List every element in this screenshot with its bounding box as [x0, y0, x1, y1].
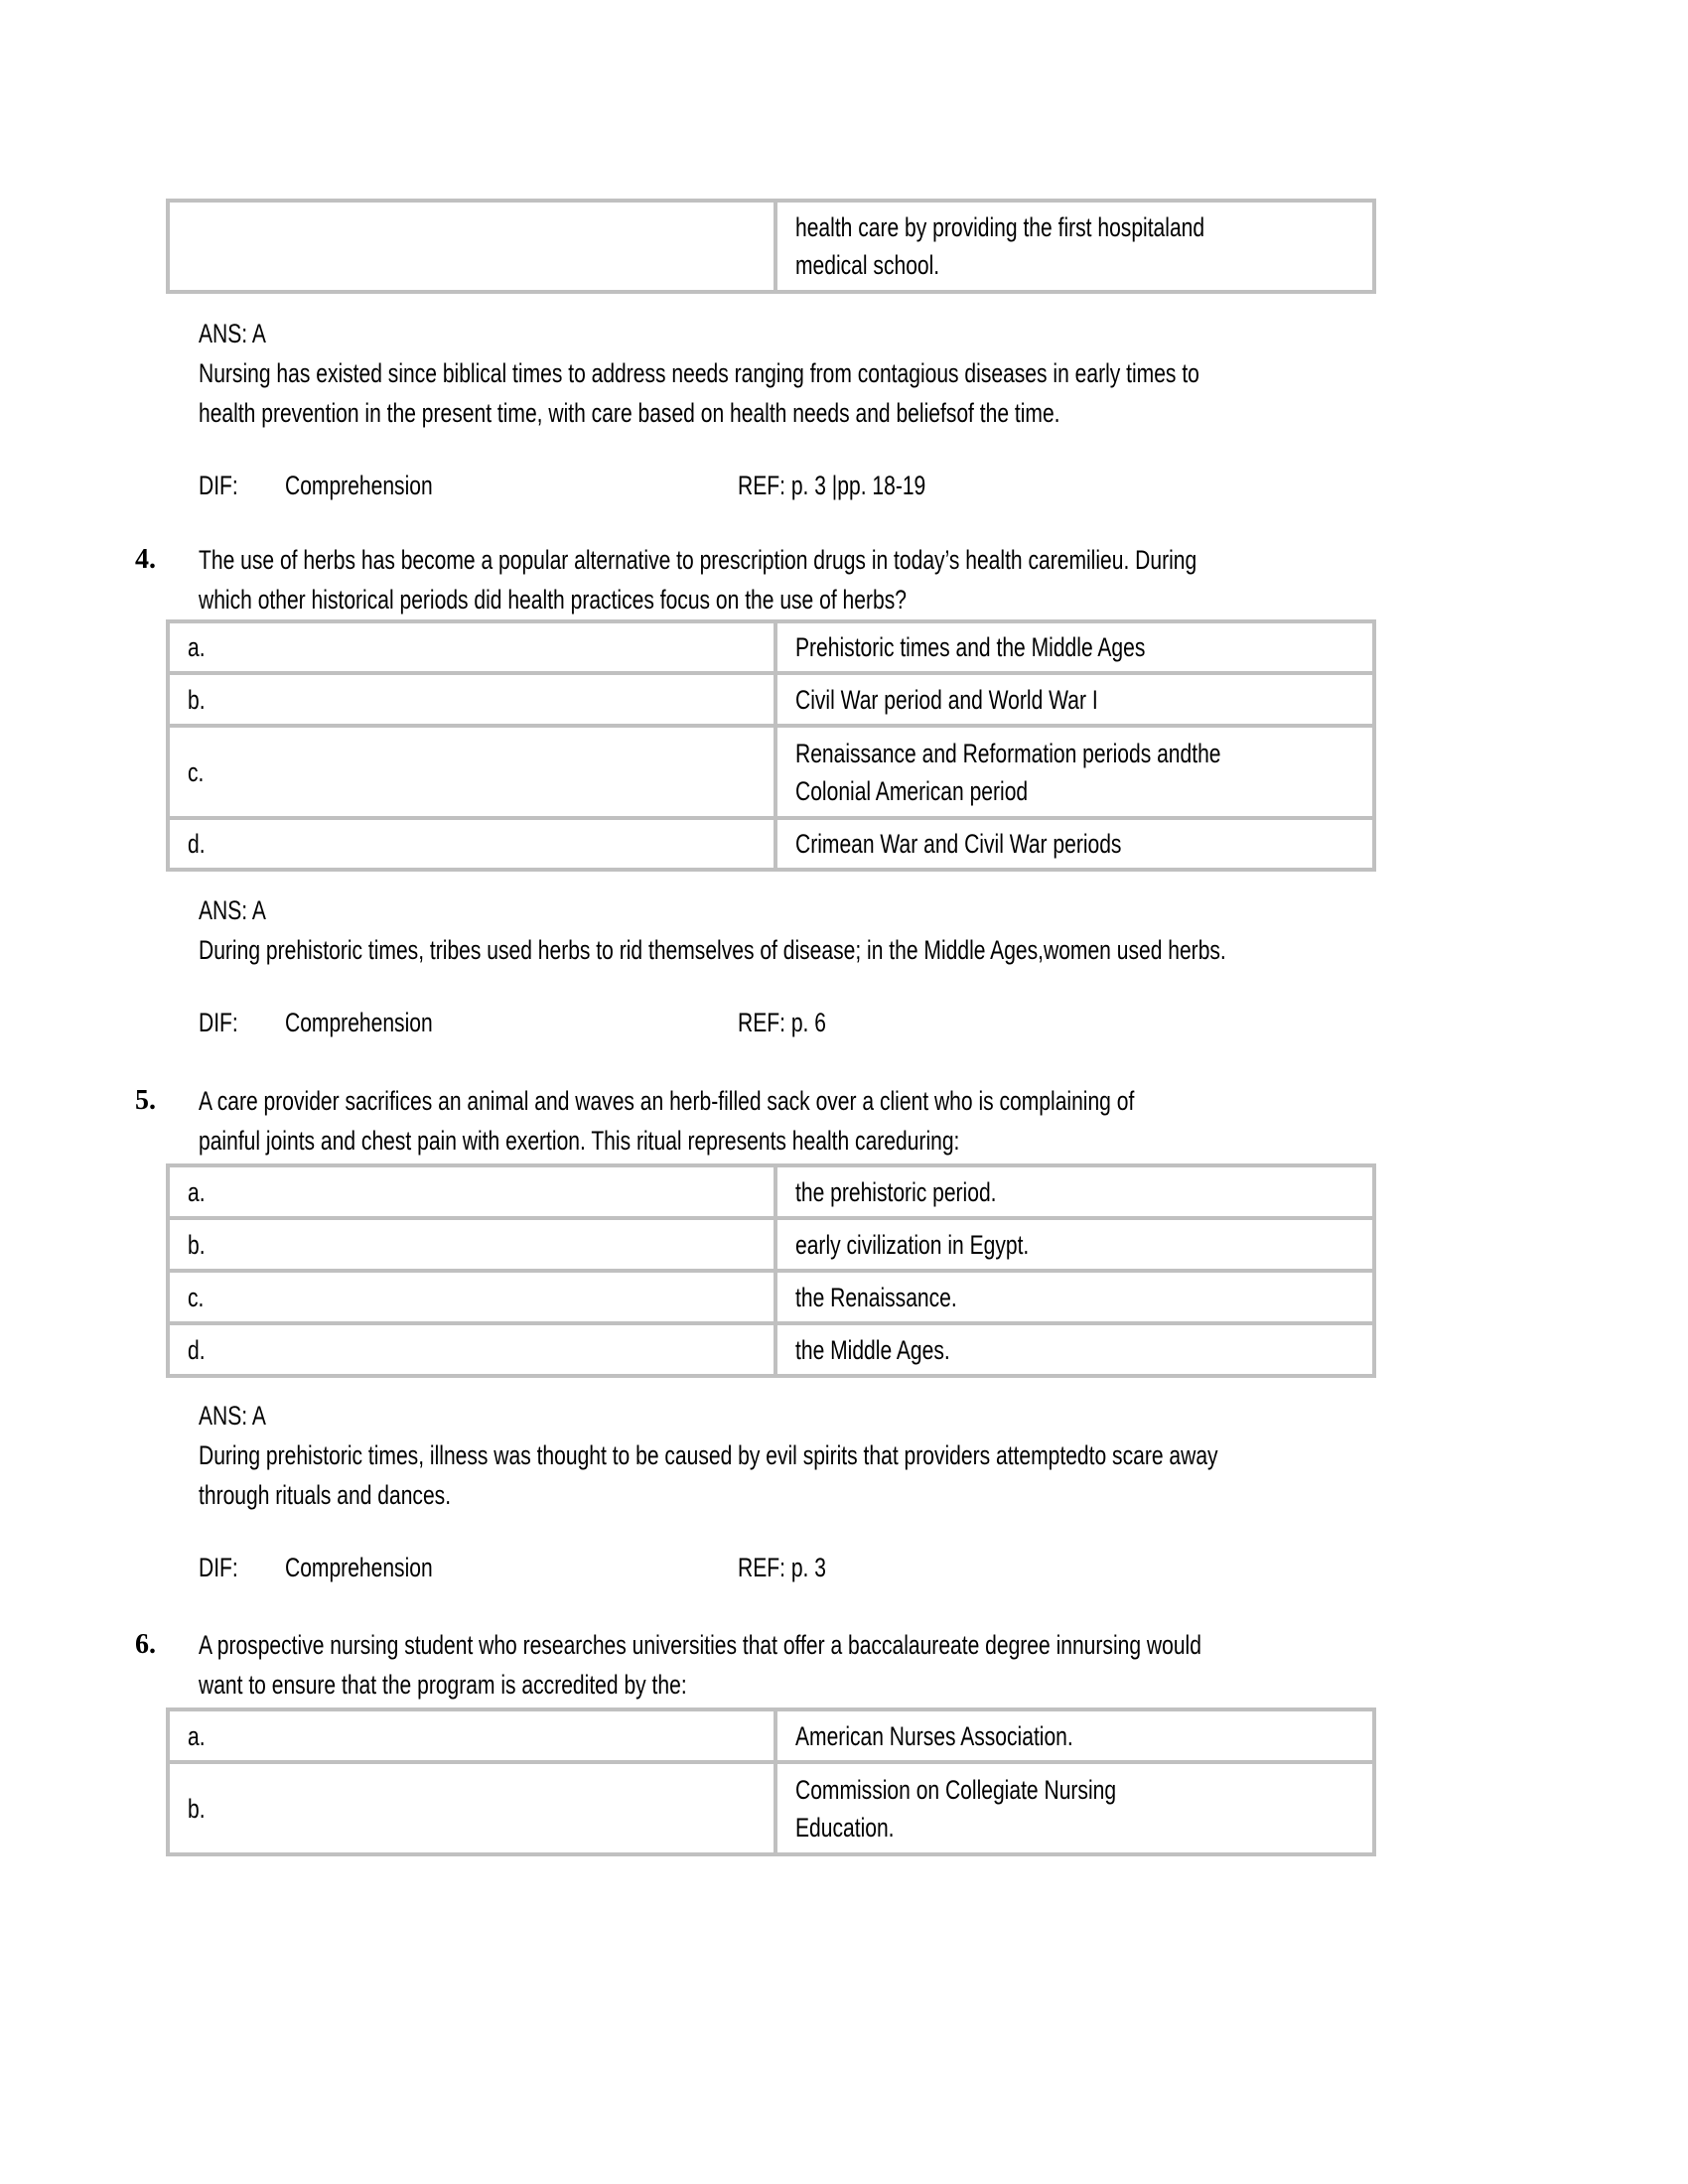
option-text: Prehistoric times and the Middle Ages [775, 621, 1374, 673]
rationale: During prehistoric times, tribes used herbs to rid themselves of disease; in the Middle Ages,women used herbs. [199, 935, 1226, 965]
difficulty-label: DIF: [199, 471, 238, 500]
option-row-a[interactable] [168, 621, 1374, 673]
option-text: health care by providing the first hospitaland [795, 212, 1205, 242]
question-stem: The use of herbs has become a popular alternative to prescription drugs in today’s health caremilieu. During [199, 545, 1197, 575]
question-number: 6. [135, 1629, 156, 1660]
answer-label: ANS: A [199, 319, 266, 348]
option-row-b[interactable] [168, 1762, 1374, 1854]
rationale: During prehistoric times, illness was thought to be caused by evil spirits that providers attemptedto scare away [199, 1440, 1218, 1470]
answer-value: A [251, 1401, 266, 1431]
option-text: the Middle Ages. [775, 1323, 1374, 1376]
option-text: Commission on Collegiate Nursing Education. [775, 1762, 1374, 1854]
answer-line: ANS: A [199, 1401, 266, 1431]
rationale-line: Nursing has existed since biblical times to address needs ranging from contagious diseases in early times to [199, 358, 1199, 388]
option-text: American Nurses Association. [775, 1709, 1374, 1762]
reference: REF: p. 3 |pp. 18-19 [738, 471, 926, 500]
option-text: Crimean War and Civil War periods [775, 818, 1374, 870]
option-text: the prehistoric period. [775, 1165, 1374, 1218]
option-letter: c. [168, 726, 775, 818]
rationale: through rituals and dances. [199, 1480, 452, 1510]
difficulty-label: DIF: [199, 1553, 238, 1582]
options-table-q4 [166, 619, 1376, 872]
option-text: the Renaissance. [775, 1271, 1374, 1323]
difficulty-value: Comprehension [285, 1008, 433, 1037]
option-text-cell [775, 201, 1374, 292]
rationale-line: health prevention in the present time, with care based on health needs and beliefsof the time. [199, 398, 1060, 428]
question-stem: which other historical periods did health practices focus on the use of herbs? [199, 585, 907, 614]
rationale [199, 353, 1481, 393]
answer-line: ANS: A [199, 895, 266, 925]
option-row-a[interactable] [168, 1709, 1374, 1762]
option-letter: b. [168, 1762, 775, 1854]
option-letter: c. [168, 1271, 775, 1323]
answer-value: A [251, 319, 266, 348]
question-stem: A prospective nursing student who researches universities that offer a baccalaureate degree innursing would [199, 1630, 1201, 1660]
answer-line [199, 314, 285, 353]
option-row-b[interactable] [168, 673, 1374, 726]
difficulty-label: DIF: [199, 1008, 238, 1037]
option-letter: a. [168, 621, 775, 673]
option-row-d[interactable] [168, 818, 1374, 870]
question-number: 5. [135, 1085, 156, 1116]
option-letter-cell [168, 201, 775, 292]
option-row-d[interactable] [168, 1323, 1374, 1376]
option-letter: b. [168, 1218, 775, 1271]
option-text: Civil War period and World War I [775, 673, 1374, 726]
option-row-b[interactable] [168, 1218, 1374, 1271]
question-number: 4. [135, 544, 156, 575]
difficulty-value: Comprehension [285, 1553, 433, 1582]
option-letter: b. [168, 673, 775, 726]
reference: REF: p. 3 [738, 1553, 826, 1582]
option-letter: a. [168, 1709, 775, 1762]
option-text: Renaissance and Reformation periods andthe Colonial American period [775, 726, 1374, 818]
question-stem: want to ensure that the program is accredited by the: [199, 1670, 687, 1700]
option-row-c[interactable] [168, 726, 1374, 818]
rationale [199, 393, 1303, 433]
question-stem: A care provider sacrifices an animal and waves an herb-filled sack over a client who is complaining of [199, 1086, 1135, 1116]
option-row-c[interactable] [168, 1271, 1374, 1323]
option-letter: d. [168, 1323, 775, 1376]
option-text: early civilization in Egypt. [775, 1218, 1374, 1271]
option-row-a[interactable] [168, 1165, 1374, 1218]
difficulty-value: Comprehension [285, 471, 433, 500]
options-table-q6 [166, 1707, 1376, 1856]
options-table-q3-continued [166, 199, 1376, 294]
answer-value: A [251, 895, 266, 925]
option-text: medical school. [795, 250, 940, 280]
options-table-q5 [166, 1163, 1376, 1378]
option-row [168, 201, 1374, 292]
question-stem: painful joints and chest pain with exertion. This ritual represents health careduring: [199, 1126, 960, 1156]
option-letter: d. [168, 818, 775, 870]
reference: REF: p. 6 [738, 1008, 826, 1037]
option-letter: a. [168, 1165, 775, 1218]
